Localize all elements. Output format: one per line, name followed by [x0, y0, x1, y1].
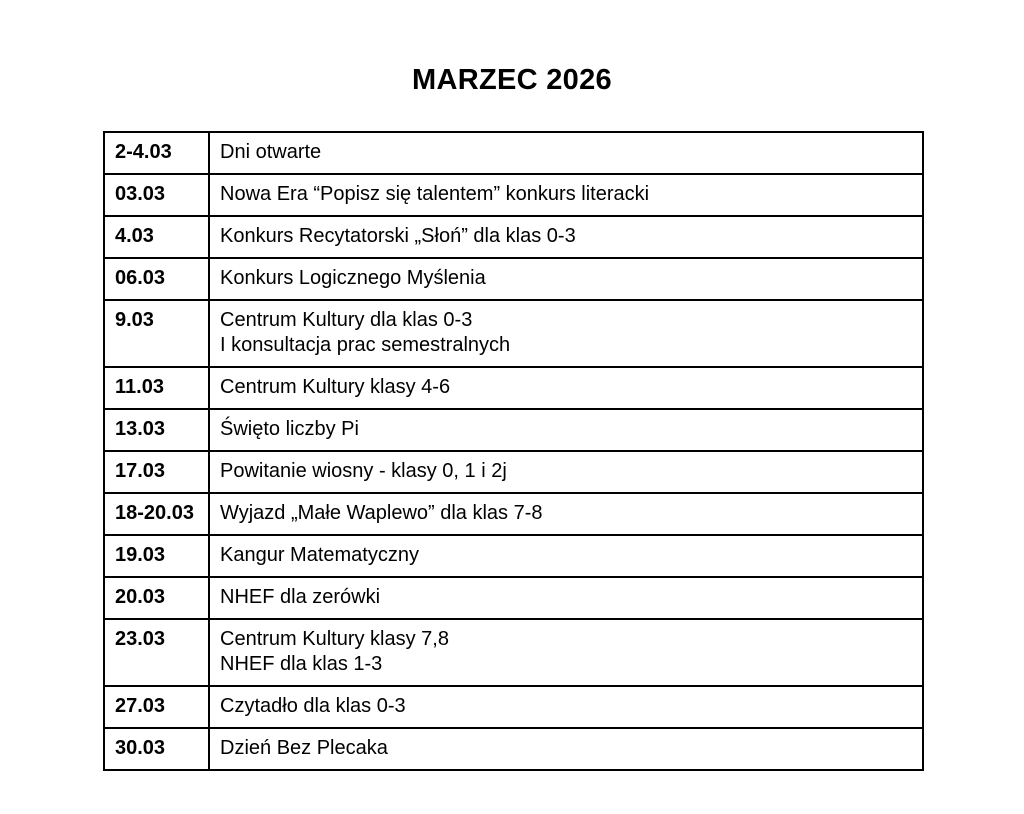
date-cell: 13.03	[104, 409, 209, 451]
event-line: Konkurs Logicznego Myślenia	[220, 267, 486, 289]
event-cell	[209, 258, 923, 300]
date-cell: 27.03	[104, 686, 209, 728]
table-row	[104, 300, 923, 367]
event-cell	[209, 493, 923, 535]
events-table	[103, 131, 924, 771]
event-cell	[209, 577, 923, 619]
table-row	[104, 367, 923, 409]
event-cell	[209, 728, 923, 770]
table-row	[104, 535, 923, 577]
events-table-body	[104, 132, 923, 770]
event-line: Czytadło dla klas 0-3	[220, 695, 406, 717]
table-row	[104, 493, 923, 535]
table-row	[104, 728, 923, 770]
event-line: Centrum Kultury klasy 7,8	[220, 628, 449, 650]
table-row	[104, 409, 923, 451]
date-cell: 06.03	[104, 258, 209, 300]
event-line: NHEF dla zerówki	[220, 586, 381, 608]
date-cell: 4.03	[104, 216, 209, 258]
event-cell	[209, 367, 923, 409]
event-line: Powitanie wiosny - klasy 0, 1 i 2j	[220, 460, 507, 482]
date-cell: 17.03	[104, 451, 209, 493]
event-cell	[209, 174, 923, 216]
date-cell: 9.03	[104, 300, 209, 367]
event-cell	[209, 132, 923, 174]
date-cell: 20.03	[104, 577, 209, 619]
date-cell: 30.03	[104, 728, 209, 770]
event-cell	[209, 409, 923, 451]
event-line: Dni otwarte	[220, 141, 322, 163]
date-cell: 03.03	[104, 174, 209, 216]
event-line: Centrum Kultury klasy 4-6	[220, 376, 451, 398]
event-line: Wyjazd „Małe Waplewo” dla klas 7-8	[220, 502, 543, 524]
date-cell: 18-20.03	[104, 493, 209, 535]
event-line: Konkurs Recytatorski „Słoń” dla klas 0-3	[220, 225, 576, 247]
table-row	[104, 258, 923, 300]
table-row	[104, 132, 923, 174]
event-cell	[209, 451, 923, 493]
event-cell	[209, 300, 923, 367]
event-line: Centrum Kultury dla klas 0-3	[220, 309, 473, 331]
event-line: NHEF dla klas 1-3	[220, 653, 383, 675]
table-row	[104, 174, 923, 216]
event-line: I konsultacja prac semestralnych	[220, 334, 511, 356]
date-cell: 11.03	[104, 367, 209, 409]
event-line: Kangur Matematyczny	[220, 544, 419, 566]
event-line: Święto liczby Pi	[220, 418, 359, 440]
table-row	[104, 686, 923, 728]
event-line: Nowa Era “Popisz się talentem” konkurs literacki	[220, 183, 650, 205]
table-row	[104, 451, 923, 493]
event-cell	[209, 619, 923, 686]
table-row	[104, 577, 923, 619]
event-cell	[209, 686, 923, 728]
date-cell: 2-4.03	[104, 132, 209, 174]
event-line: Dzień Bez Plecaka	[220, 737, 388, 759]
table-row	[104, 619, 923, 686]
event-cell	[209, 216, 923, 258]
table-row	[104, 216, 923, 258]
date-cell: 19.03	[104, 535, 209, 577]
date-cell: 23.03	[104, 619, 209, 686]
page-title: MARZEC 2026	[412, 64, 612, 96]
event-cell	[209, 535, 923, 577]
